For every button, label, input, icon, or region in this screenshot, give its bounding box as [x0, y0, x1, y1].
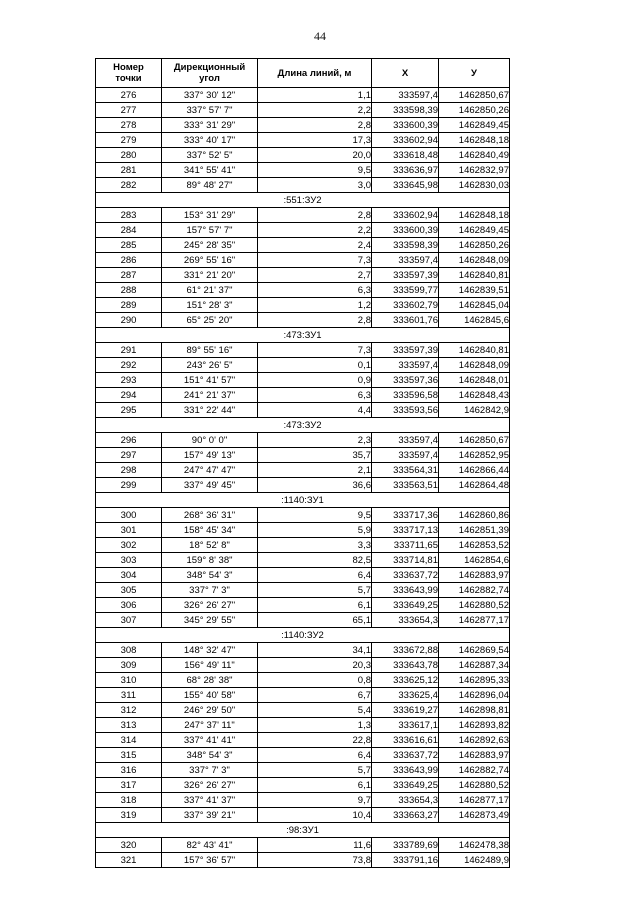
direction-angle-cell: 90° 0' 0"	[162, 433, 258, 448]
x-cell: 333597,39	[372, 343, 439, 358]
table-row	[96, 238, 510, 253]
line-length-cell: 5,7	[258, 763, 372, 778]
header-direction-angle: Дирекционный угол	[162, 59, 258, 88]
table-row	[96, 718, 510, 733]
y-cell: 1462850,26	[439, 103, 510, 118]
section-label: :98:ЗУ1	[96, 823, 510, 838]
table-row	[96, 763, 510, 778]
y-cell: 1462850,26	[439, 238, 510, 253]
x-cell: 333672,88	[372, 643, 439, 658]
point-number-cell: 308	[96, 643, 162, 658]
x-cell: 333654,3	[372, 613, 439, 628]
line-length-cell: 34,1	[258, 643, 372, 658]
direction-angle-cell: 18° 52' 8"	[162, 538, 258, 553]
point-number-cell: 314	[96, 733, 162, 748]
direction-angle-cell: 157° 36' 57"	[162, 853, 258, 868]
y-cell: 1462853,52	[439, 538, 510, 553]
x-cell: 333636,97	[372, 163, 439, 178]
direction-angle-cell: 247° 47' 47"	[162, 463, 258, 478]
direction-angle-cell: 155° 40' 58"	[162, 688, 258, 703]
point-number-cell: 301	[96, 523, 162, 538]
header-y: У	[439, 59, 510, 88]
direction-angle-cell: 331° 22' 44"	[162, 403, 258, 418]
point-number-cell: 306	[96, 598, 162, 613]
point-number-cell: 285	[96, 238, 162, 253]
table-row	[96, 178, 510, 193]
line-length-cell: 6,7	[258, 688, 372, 703]
y-cell: 1462883,97	[439, 748, 510, 763]
x-cell: 333618,48	[372, 148, 439, 163]
x-cell: 333711,65	[372, 538, 439, 553]
x-cell: 333597,39	[372, 268, 439, 283]
y-cell: 1462893,82	[439, 718, 510, 733]
x-cell: 333563,51	[372, 478, 439, 493]
table-row	[96, 793, 510, 808]
y-cell: 1462489,9	[439, 853, 510, 868]
point-number-cell: 280	[96, 148, 162, 163]
header-line-length: Длина линий, м	[258, 59, 372, 88]
x-cell: 333791,16	[372, 853, 439, 868]
x-cell: 333597,4	[372, 448, 439, 463]
point-number-cell: 311	[96, 688, 162, 703]
y-cell: 1462849,45	[439, 118, 510, 133]
direction-angle-cell: 268° 36' 31"	[162, 508, 258, 523]
x-cell: 333619,27	[372, 703, 439, 718]
y-cell: 1462882,74	[439, 583, 510, 598]
x-cell: 333597,4	[372, 358, 439, 373]
direction-angle-cell: 333° 31' 29"	[162, 118, 258, 133]
line-length-cell: 2,8	[258, 313, 372, 328]
line-length-cell: 9,7	[258, 793, 372, 808]
line-length-cell: 6,3	[258, 388, 372, 403]
line-length-cell: 11,6	[258, 838, 372, 853]
table-row	[96, 583, 510, 598]
point-number-cell: 292	[96, 358, 162, 373]
y-cell: 1462896,04	[439, 688, 510, 703]
table-row	[96, 508, 510, 523]
section-row	[96, 823, 510, 838]
section-label: :473:ЗУ1	[96, 328, 510, 343]
line-length-cell: 1,3	[258, 718, 372, 733]
table-row	[96, 478, 510, 493]
y-cell: 1462845,6	[439, 313, 510, 328]
direction-angle-cell: 269° 55' 16"	[162, 253, 258, 268]
y-cell: 1462898,81	[439, 703, 510, 718]
x-cell: 333663,27	[372, 808, 439, 823]
direction-angle-cell: 337° 30' 12"	[162, 88, 258, 103]
point-number-cell: 317	[96, 778, 162, 793]
table-row	[96, 118, 510, 133]
direction-angle-cell: 333° 40' 17"	[162, 133, 258, 148]
x-cell: 333598,39	[372, 103, 439, 118]
x-cell: 333637,72	[372, 568, 439, 583]
point-number-cell: 291	[96, 343, 162, 358]
section-row	[96, 328, 510, 343]
point-number-cell: 279	[96, 133, 162, 148]
line-length-cell: 2,7	[258, 268, 372, 283]
x-cell: 333637,72	[372, 748, 439, 763]
line-length-cell: 17,3	[258, 133, 372, 148]
x-cell: 333596,58	[372, 388, 439, 403]
line-length-cell: 36,6	[258, 478, 372, 493]
y-cell: 1462839,51	[439, 283, 510, 298]
table-row	[96, 838, 510, 853]
direction-angle-cell: 157° 49' 13"	[162, 448, 258, 463]
x-cell: 333625,4	[372, 688, 439, 703]
section-label: :551:ЗУ2	[96, 193, 510, 208]
y-cell: 1462866,44	[439, 463, 510, 478]
table-row	[96, 523, 510, 538]
line-length-cell: 5,4	[258, 703, 372, 718]
table-row	[96, 688, 510, 703]
line-length-cell: 7,3	[258, 253, 372, 268]
y-cell: 1462883,97	[439, 568, 510, 583]
x-cell: 333717,36	[372, 508, 439, 523]
x-cell: 333654,3	[372, 793, 439, 808]
direction-angle-cell: 157° 57' 7"	[162, 223, 258, 238]
header-x: X	[372, 59, 439, 88]
line-length-cell: 73,8	[258, 853, 372, 868]
point-number-cell: 288	[96, 283, 162, 298]
x-cell: 333597,4	[372, 433, 439, 448]
direction-angle-cell: 247° 37' 11"	[162, 718, 258, 733]
section-label: :1140:ЗУ2	[96, 628, 510, 643]
y-cell: 1462852,95	[439, 448, 510, 463]
point-number-cell: 304	[96, 568, 162, 583]
table-row	[96, 463, 510, 478]
direction-angle-cell: 331° 21' 20"	[162, 268, 258, 283]
point-number-cell: 283	[96, 208, 162, 223]
line-length-cell: 9,5	[258, 163, 372, 178]
line-length-cell: 65,1	[258, 613, 372, 628]
direction-angle-cell: 158° 45' 34"	[162, 523, 258, 538]
y-cell: 1462860,86	[439, 508, 510, 523]
table-row	[96, 853, 510, 868]
y-cell: 1462850,67	[439, 88, 510, 103]
line-length-cell: 22,8	[258, 733, 372, 748]
point-number-cell: 321	[96, 853, 162, 868]
y-cell: 1462840,81	[439, 268, 510, 283]
point-number-cell: 287	[96, 268, 162, 283]
line-length-cell: 0,9	[258, 373, 372, 388]
table-row	[96, 223, 510, 238]
direction-angle-cell: 159° 8' 38"	[162, 553, 258, 568]
y-cell: 1462873,49	[439, 808, 510, 823]
direction-angle-cell: 89° 55' 16"	[162, 343, 258, 358]
point-number-cell: 278	[96, 118, 162, 133]
x-cell: 333597,4	[372, 253, 439, 268]
table-row	[96, 88, 510, 103]
line-length-cell: 5,7	[258, 583, 372, 598]
direction-angle-cell: 337° 41' 37"	[162, 793, 258, 808]
y-cell: 1462892,63	[439, 733, 510, 748]
direction-angle-cell: 156° 49' 11"	[162, 658, 258, 673]
direction-angle-cell: 337° 49' 45"	[162, 478, 258, 493]
x-cell: 333643,99	[372, 583, 439, 598]
table-row	[96, 358, 510, 373]
direction-angle-cell: 337° 7' 3"	[162, 583, 258, 598]
line-length-cell: 5,9	[258, 523, 372, 538]
line-length-cell: 0,8	[258, 673, 372, 688]
y-cell: 1462848,09	[439, 253, 510, 268]
direction-angle-cell: 151° 28' 3"	[162, 298, 258, 313]
point-number-cell: 309	[96, 658, 162, 673]
section-row	[96, 418, 510, 433]
table-row	[96, 553, 510, 568]
direction-angle-cell: 61° 21' 37"	[162, 283, 258, 298]
y-cell: 1462848,01	[439, 373, 510, 388]
y-cell: 1462478,38	[439, 838, 510, 853]
y-cell: 1462882,74	[439, 763, 510, 778]
point-number-cell: 296	[96, 433, 162, 448]
table-row	[96, 388, 510, 403]
section-row	[96, 628, 510, 643]
x-cell: 333600,39	[372, 118, 439, 133]
table-row	[96, 208, 510, 223]
line-length-cell: 2,8	[258, 118, 372, 133]
line-length-cell: 6,4	[258, 568, 372, 583]
direction-angle-cell: 341° 55' 41"	[162, 163, 258, 178]
direction-angle-cell: 65° 25' 20"	[162, 313, 258, 328]
point-number-cell: 277	[96, 103, 162, 118]
x-cell: 333649,25	[372, 778, 439, 793]
point-number-cell: 303	[96, 553, 162, 568]
point-number-cell: 318	[96, 793, 162, 808]
header-point-number: Номер точки	[96, 59, 162, 88]
y-cell: 1462848,09	[439, 358, 510, 373]
line-length-cell: 1,1	[258, 88, 372, 103]
table-row	[96, 343, 510, 358]
x-cell: 333649,25	[372, 598, 439, 613]
header-row	[96, 59, 510, 88]
direction-angle-cell: 337° 39' 21"	[162, 808, 258, 823]
y-cell: 1462877,17	[439, 793, 510, 808]
line-length-cell: 3,3	[258, 538, 372, 553]
y-cell: 1462850,67	[439, 433, 510, 448]
point-number-cell: 276	[96, 88, 162, 103]
line-length-cell: 2,2	[258, 223, 372, 238]
x-cell: 333617,1	[372, 718, 439, 733]
point-number-cell: 286	[96, 253, 162, 268]
table-row	[96, 133, 510, 148]
table-row	[96, 568, 510, 583]
point-number-cell: 295	[96, 403, 162, 418]
table-row	[96, 163, 510, 178]
point-number-cell: 293	[96, 373, 162, 388]
line-length-cell: 0,1	[258, 358, 372, 373]
table-row	[96, 253, 510, 268]
line-length-cell: 2,4	[258, 238, 372, 253]
y-cell: 1462842,9	[439, 403, 510, 418]
x-cell: 333645,98	[372, 178, 439, 193]
point-number-cell: 290	[96, 313, 162, 328]
line-length-cell: 20,3	[258, 658, 372, 673]
point-number-cell: 319	[96, 808, 162, 823]
x-cell: 333597,4	[372, 88, 439, 103]
line-length-cell: 6,1	[258, 778, 372, 793]
direction-angle-cell: 326° 26' 27"	[162, 598, 258, 613]
direction-angle-cell: 151° 41' 57"	[162, 373, 258, 388]
point-number-cell: 320	[96, 838, 162, 853]
direction-angle-cell: 89° 48' 27"	[162, 178, 258, 193]
point-number-cell: 298	[96, 463, 162, 478]
x-cell: 333593,56	[372, 403, 439, 418]
line-length-cell: 2,3	[258, 433, 372, 448]
point-number-cell: 305	[96, 583, 162, 598]
table-row	[96, 298, 510, 313]
x-cell: 333643,78	[372, 658, 439, 673]
x-cell: 333597,36	[372, 373, 439, 388]
line-length-cell: 35,7	[258, 448, 372, 463]
x-cell: 333600,39	[372, 223, 439, 238]
direction-angle-cell: 241° 21' 37"	[162, 388, 258, 403]
x-cell: 333598,39	[372, 238, 439, 253]
x-cell: 333602,79	[372, 298, 439, 313]
direction-angle-cell: 348° 54' 3"	[162, 748, 258, 763]
direction-angle-cell: 337° 41' 41"	[162, 733, 258, 748]
table-body	[96, 88, 510, 868]
y-cell: 1462869,54	[439, 643, 510, 658]
direction-angle-cell: 326° 26' 27"	[162, 778, 258, 793]
point-number-cell: 297	[96, 448, 162, 463]
table-row	[96, 808, 510, 823]
direction-angle-cell: 348° 54' 3"	[162, 568, 258, 583]
y-cell: 1462840,49	[439, 148, 510, 163]
x-cell: 333602,94	[372, 208, 439, 223]
coordinates-table	[95, 58, 510, 868]
table-row	[96, 643, 510, 658]
table-row	[96, 598, 510, 613]
table-row	[96, 148, 510, 163]
y-cell: 1462864,48	[439, 478, 510, 493]
point-number-cell: 289	[96, 298, 162, 313]
point-number-cell: 310	[96, 673, 162, 688]
section-row	[96, 193, 510, 208]
direction-angle-cell: 153° 31' 29"	[162, 208, 258, 223]
table-row	[96, 703, 510, 718]
x-cell: 333601,76	[372, 313, 439, 328]
point-number-cell: 284	[96, 223, 162, 238]
y-cell: 1462887,34	[439, 658, 510, 673]
direction-angle-cell: 82° 43' 41"	[162, 838, 258, 853]
table-row	[96, 613, 510, 628]
table-row	[96, 538, 510, 553]
x-cell: 333602,94	[372, 133, 439, 148]
point-number-cell: 299	[96, 478, 162, 493]
table-row	[96, 103, 510, 118]
y-cell: 1462895,33	[439, 673, 510, 688]
direction-angle-cell: 337° 52' 5"	[162, 148, 258, 163]
y-cell: 1462880,52	[439, 778, 510, 793]
line-length-cell: 2,2	[258, 103, 372, 118]
table-row	[96, 448, 510, 463]
y-cell: 1462848,18	[439, 208, 510, 223]
line-length-cell: 1,2	[258, 298, 372, 313]
table-row	[96, 658, 510, 673]
table-row	[96, 433, 510, 448]
y-cell: 1462840,81	[439, 343, 510, 358]
direction-angle-cell: 243° 26' 5"	[162, 358, 258, 373]
table-row	[96, 313, 510, 328]
point-number-cell: 281	[96, 163, 162, 178]
table-row	[96, 733, 510, 748]
table-row	[96, 778, 510, 793]
y-cell: 1462830,03	[439, 178, 510, 193]
line-length-cell: 6,4	[258, 748, 372, 763]
section-label: :1140:ЗУ1	[96, 493, 510, 508]
point-number-cell: 313	[96, 718, 162, 733]
y-cell: 1462854,6	[439, 553, 510, 568]
point-number-cell: 315	[96, 748, 162, 763]
direction-angle-cell: 68° 28' 38"	[162, 673, 258, 688]
direction-angle-cell: 246° 29' 50"	[162, 703, 258, 718]
table-row	[96, 283, 510, 298]
point-number-cell: 302	[96, 538, 162, 553]
point-number-cell: 282	[96, 178, 162, 193]
y-cell: 1462851,39	[439, 523, 510, 538]
direction-angle-cell: 148° 32' 47"	[162, 643, 258, 658]
line-length-cell: 82,5	[258, 553, 372, 568]
y-cell: 1462877,17	[439, 613, 510, 628]
direction-angle-cell: 337° 7' 3"	[162, 763, 258, 778]
x-cell: 333714,81	[372, 553, 439, 568]
point-number-cell: 294	[96, 388, 162, 403]
line-length-cell: 7,3	[258, 343, 372, 358]
point-number-cell: 312	[96, 703, 162, 718]
y-cell: 1462832,97	[439, 163, 510, 178]
line-length-cell: 3,0	[258, 178, 372, 193]
line-length-cell: 10,4	[258, 808, 372, 823]
line-length-cell: 6,3	[258, 283, 372, 298]
line-length-cell: 9,5	[258, 508, 372, 523]
x-cell: 333717,13	[372, 523, 439, 538]
x-cell: 333564,31	[372, 463, 439, 478]
x-cell: 333643,99	[372, 763, 439, 778]
y-cell: 1462849,45	[439, 223, 510, 238]
y-cell: 1462848,43	[439, 388, 510, 403]
direction-angle-cell: 245° 28' 35"	[162, 238, 258, 253]
point-number-cell: 307	[96, 613, 162, 628]
x-cell: 333789,69	[372, 838, 439, 853]
table-row	[96, 268, 510, 283]
point-number-cell: 300	[96, 508, 162, 523]
x-cell: 333599,77	[372, 283, 439, 298]
line-length-cell: 2,1	[258, 463, 372, 478]
y-cell: 1462880,52	[439, 598, 510, 613]
x-cell: 333616,61	[372, 733, 439, 748]
y-cell: 1462845,04	[439, 298, 510, 313]
page-number: 44	[314, 29, 326, 43]
line-length-cell: 2,8	[258, 208, 372, 223]
line-length-cell: 6,1	[258, 598, 372, 613]
point-number-cell: 316	[96, 763, 162, 778]
table-row	[96, 748, 510, 763]
y-cell: 1462848,18	[439, 133, 510, 148]
direction-angle-cell: 337° 57' 7"	[162, 103, 258, 118]
section-row	[96, 493, 510, 508]
table-row	[96, 403, 510, 418]
section-label: :473:ЗУ2	[96, 418, 510, 433]
table-row	[96, 673, 510, 688]
direction-angle-cell: 345° 29' 55"	[162, 613, 258, 628]
line-length-cell: 4,4	[258, 403, 372, 418]
table-row	[96, 373, 510, 388]
x-cell: 333625,12	[372, 673, 439, 688]
line-length-cell: 20,0	[258, 148, 372, 163]
